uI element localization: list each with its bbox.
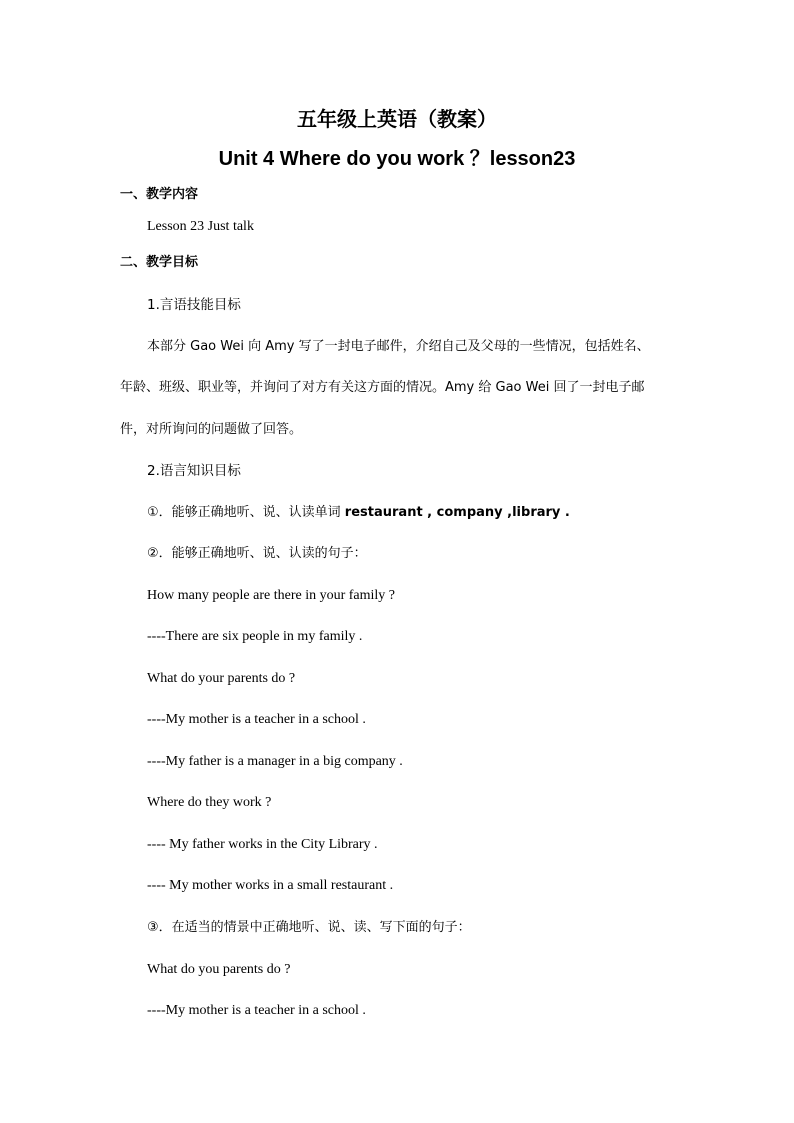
list-item-1 bbox=[147, 503, 570, 523]
sentence-line: ----My mother is a teacher in a school . bbox=[147, 712, 366, 727]
sentence-line: What do you parents do ? bbox=[147, 962, 291, 977]
sentence-line: ---- My father works in the City Library . bbox=[147, 837, 378, 852]
goal1-paragraph-line1: 本部分 Gao Wei 向 Amy 写了一封电子邮件，介绍自己及父母的一些情况，包括姓名、 bbox=[147, 339, 650, 354]
goal1-heading: 1.言语技能目标 bbox=[147, 297, 241, 313]
section-heading-content: 一、教学内容 bbox=[120, 187, 199, 202]
sentence-line: Where do they work ? bbox=[147, 795, 272, 810]
vocabulary-words: restaurant , company ,library . bbox=[344, 505, 570, 520]
sentence-line: ----My mother is a teacher in a school . bbox=[147, 1003, 366, 1018]
lesson-line: Lesson 23 Just talk bbox=[147, 219, 254, 234]
section-heading-goals: 二、教学目标 bbox=[120, 255, 199, 270]
sentence-line: ----My father is a manager in a big company . bbox=[147, 754, 403, 769]
sentence-line: How many people are there in your family ? bbox=[147, 588, 396, 603]
goal1-paragraph-line2: 年龄、班级、职业等，并询问了对方有关这方面的情况。Amy 给 Gao Wei 回了一封电子邮 bbox=[120, 380, 645, 395]
goal1-paragraph-line3: 件，对所询问的问题做了回答。 bbox=[120, 422, 303, 437]
list-item-1-text: ①．能够正确地听、说、认读单词 bbox=[147, 505, 345, 520]
sentence-line: ----There are six people in my family . bbox=[147, 629, 363, 644]
sentence-line: What do your parents do ? bbox=[147, 671, 296, 686]
document-subtitle: Unit 4 Where do you work ？lesson23 bbox=[218, 148, 576, 170]
sentence-line: ---- My mother works in a small restaurant . bbox=[147, 878, 394, 893]
goal2-heading: 2.语言知识目标 bbox=[147, 463, 241, 479]
list-item-3: ③．在适当的情景中正确地听、说、读、写下面的句子： bbox=[147, 920, 471, 935]
list-item-2: ②．能够正确地听、说、认读的句子： bbox=[147, 546, 367, 561]
document-title: 五年级上英语（教案） bbox=[297, 107, 497, 131]
